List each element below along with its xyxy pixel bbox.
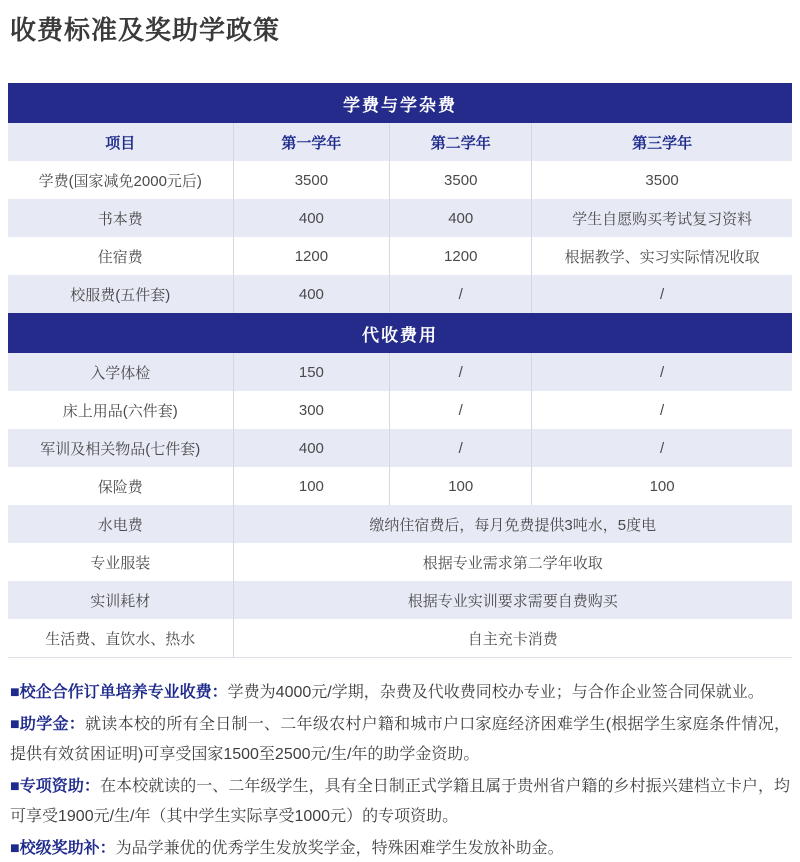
cell-item: 学费(国家减免2000元后) <box>38 172 202 190</box>
cell-merged-note: 根据专业需求第二学年收取 <box>233 543 792 581</box>
note-grant <box>10 710 790 770</box>
cell-item: 床上用品(六件套) <box>62 402 178 420</box>
table-row-insurance <box>8 467 792 505</box>
section-banner-collected-fees <box>8 313 792 353</box>
note-text: 学费为4000元/学期，杂费及代收费同校办专业；与合作企业签合同保就业。 <box>227 684 764 701</box>
note-school-award <box>10 834 790 862</box>
table-row-accommodation <box>8 237 792 275</box>
table-row-utilities <box>8 505 792 543</box>
table-row-military-training <box>8 429 792 467</box>
cell-item: 专业服装 <box>90 554 151 572</box>
cell-year2: / <box>390 275 532 313</box>
cell-year2: 400 <box>390 199 532 237</box>
cell-year3: 根据教学、实习实际情况收取 <box>532 237 792 275</box>
cell-year3: / <box>532 429 792 467</box>
cell-year3: / <box>532 391 792 429</box>
cell-year3: / <box>532 275 792 313</box>
cell-year2: 1200 <box>390 237 532 275</box>
policy-notes <box>8 678 792 862</box>
cell-year1: 100 <box>233 467 390 505</box>
column-header-year3: 第三学年 <box>532 123 792 161</box>
banner-tuition-label: 学费与学杂费 <box>8 83 792 123</box>
fee-table <box>8 83 792 658</box>
note-label: ■校企合作订单培养专业收费： <box>10 684 228 701</box>
section-banner-tuition <box>8 83 792 123</box>
note-label: ■专项资助： <box>10 778 100 795</box>
cell-item: 生活费、直饮水、热水 <box>45 630 196 648</box>
cell-merged-note: 缴纳住宿费后，每月免费提供3吨水，5度电 <box>233 505 792 543</box>
cell-year1: 150 <box>233 353 390 391</box>
cell-year1: 400 <box>233 429 390 467</box>
cell-item: 入学体检 <box>8 353 233 391</box>
table-row-living-expenses <box>8 619 792 658</box>
note-cooperation-fee <box>10 678 790 708</box>
cell-year2: / <box>390 391 532 429</box>
cell-year3: 100 <box>532 467 792 505</box>
cell-merged-note: 根据专业实训要求需要自费购买 <box>233 581 792 619</box>
table-row-medical-exam <box>8 353 792 391</box>
cell-year2: / <box>390 429 532 467</box>
column-header-year1: 第一学年 <box>233 123 390 161</box>
table-row-uniform <box>8 275 792 313</box>
column-header-year2: 第二学年 <box>390 123 532 161</box>
column-header-item: 项目 <box>8 123 233 161</box>
cell-item: 住宿费 <box>97 248 143 266</box>
table-row-books <box>8 199 792 237</box>
cell-item: 水电费 <box>8 505 233 543</box>
banner-collected-fees-label: 代收费用 <box>8 313 792 353</box>
table-row-bedding <box>8 391 792 429</box>
cell-year3: 3500 <box>532 161 792 199</box>
cell-item: 军训及相关物品(七件套) <box>8 429 233 467</box>
cell-year2: 100 <box>390 467 532 505</box>
note-label: ■校级奖助补： <box>10 840 116 857</box>
cell-year1: 300 <box>233 391 390 429</box>
cell-year1: 1200 <box>233 237 390 275</box>
page-title: 收费标准及奖助学政策 <box>10 15 281 45</box>
cell-year1: 3500 <box>233 161 390 199</box>
cell-year3: 学生自愿购买考试复习资料 <box>532 199 792 237</box>
cell-year2: / <box>390 353 532 391</box>
note-special-subsidy <box>10 772 790 832</box>
cell-item: 实训耗材 <box>8 581 233 619</box>
note-text: 就读本校的所有全日制一、二年级农村户籍和城市户口家庭经济困难学生(根据学生家庭条件情况，提供有效贫困证明)可享受国家1500至2500元/生/年的助学金资助。 <box>10 716 790 763</box>
cell-merged-note: 自主充卡消费 <box>233 619 792 658</box>
note-label: ■助学金： <box>10 716 86 733</box>
table-row-professional-clothing <box>8 543 792 581</box>
note-text: 在本校就读的一、二年级学生，具有全日制正式学籍且属于贵州省户籍的乡村振兴建档立卡户，均可享受1900元/生/年（其中学生实际享受1000元）的专项资助。 <box>10 778 790 825</box>
cell-item: 校服费(五件套) <box>8 275 233 313</box>
column-header-row <box>8 123 792 161</box>
table-row-training-materials <box>8 581 792 619</box>
cell-year1: 400 <box>233 199 390 237</box>
cell-year3: / <box>532 353 792 391</box>
cell-item: 书本费 <box>8 199 233 237</box>
table-row-tuition <box>8 161 792 199</box>
cell-year1: 400 <box>233 275 390 313</box>
cell-year2: 3500 <box>390 161 532 199</box>
note-text: 为品学兼优的优秀学生发放奖学金，特殊困难学生发放补助金。 <box>115 840 564 857</box>
cell-item: 保险费 <box>97 478 143 496</box>
